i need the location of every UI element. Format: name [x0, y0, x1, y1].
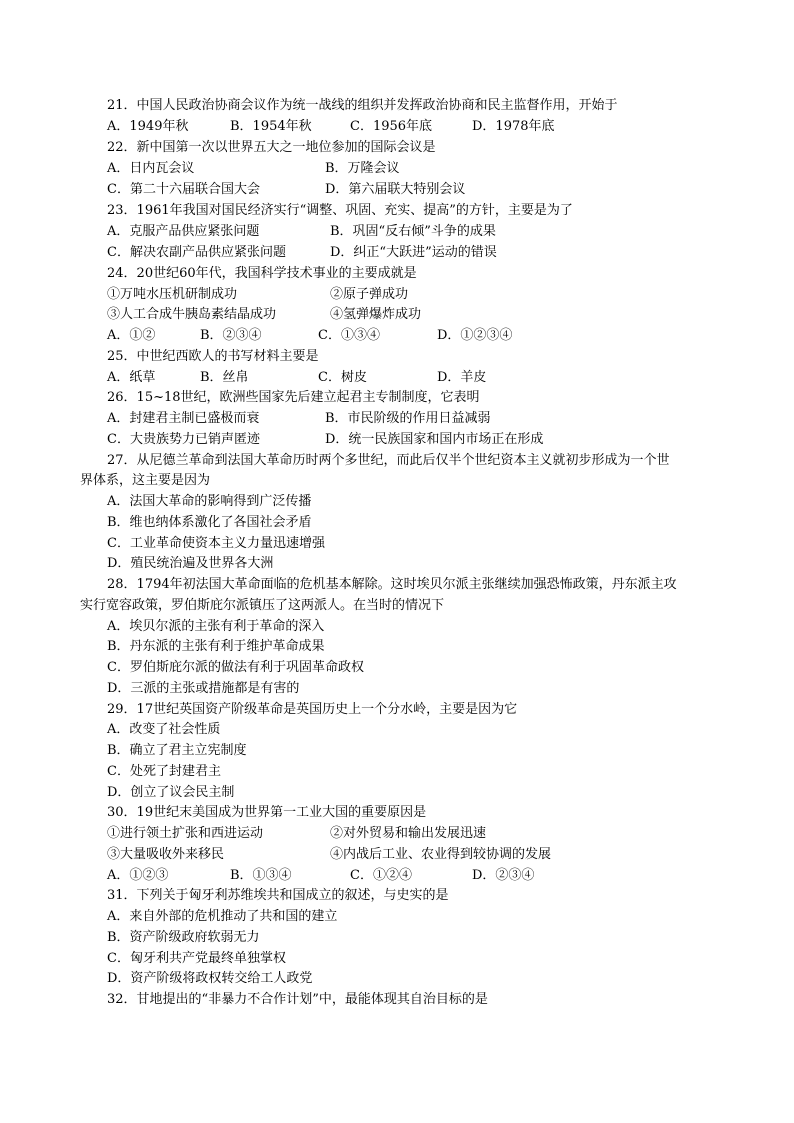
q23-option-d: D．纠正“大跃进”运动的错误 [330, 245, 497, 260]
q27-option-c: C．工业革命使资本主义力量迅速增强 [107, 536, 325, 551]
q31-option-a: A．来自外部的危机推动了共和国的建立 [107, 909, 338, 924]
q26-option-b: B．市民阶级的作用日益减弱 [325, 411, 491, 426]
q24-item-1: ①万吨水压机研制成功 [107, 287, 238, 302]
question-27-stem-line-2: 界体系，这主要是因为 [80, 473, 211, 488]
q26-option-c: C．大贵族势力已销声匿迹 [107, 432, 260, 447]
q28-option-b: B．丹东派的主张有利于维护革命成果 [107, 639, 325, 654]
q30-item-3: ③大量吸收外来移民 [107, 847, 225, 862]
question-27-stem-line-1: 27．从尼德兰革命到法国大革命历时两个多世纪，而此后仅半个世纪资本主义就初步形成为一个世 [107, 453, 670, 468]
question-29-stem: 29．17世纪英国资产阶级革命是英国历史上一个分水岭，主要是因为它 [107, 702, 518, 717]
q26-option-d: D．统一民族国家和国内市场正在形成 [325, 432, 544, 447]
q31-option-c: C．匈牙利共产党最终单独掌权 [107, 951, 286, 966]
q21-option-b: B．1954年秋 [230, 119, 312, 134]
q23-option-a: A．克服产品供应紧张问题 [107, 224, 260, 239]
q26-option-a: A．封建君主制已盛极而衰 [107, 411, 260, 426]
q31-option-d: D．资产阶级将政权转交给工人政党 [107, 971, 313, 986]
q30-option-b: B．①③④ [230, 868, 292, 883]
q23-option-c: C．解决农副产品供应紧张问题 [107, 245, 286, 260]
q24-option-a: A．①② [107, 328, 156, 343]
q30-option-a: A．①②③ [107, 868, 169, 883]
q28-option-d: D．三派的主张或措施都是有害的 [107, 681, 300, 696]
q24-item-3: ③人工合成牛胰岛素结晶成功 [107, 307, 277, 322]
q24-item-4: ④氢弹爆炸成功 [330, 307, 422, 322]
q30-option-d: D．②③④ [472, 868, 535, 883]
question-21-stem: 21．中国人民政治协商会议作为统一战线的组织并发挥政治协商和民主监督作用，开始于 [107, 98, 618, 113]
q24-option-d: D．①②③④ [437, 328, 513, 343]
q28-option-c: C．罗伯斯庇尔派的做法有利于巩固革命政权 [107, 660, 364, 675]
q22-option-a: A．日内瓦会议 [107, 161, 195, 176]
q24-option-c: C．①③④ [318, 328, 380, 343]
q24-option-b: B．②③④ [200, 328, 262, 343]
q27-option-d: D．殖民统治遍及世界各大洲 [107, 556, 274, 571]
q25-option-d: D．羊皮 [437, 370, 487, 385]
q21-option-d: D．1978年底 [472, 119, 555, 134]
question-26-stem: 26．15~18世纪，欧洲些国家先后建立起君主专制制度，它表明 [107, 390, 480, 405]
q21-option-c: C．1956年底 [350, 119, 433, 134]
q22-option-b: B．万隆会议 [325, 161, 400, 176]
q25-option-a: A．纸草 [107, 370, 156, 385]
q30-item-4: ④内战后工业、农业得到较协调的发展 [330, 847, 552, 862]
question-31-stem: 31．下列关于匈牙利苏维埃共和国成立的叙述，与史实的是 [107, 888, 449, 903]
q24-item-2: ②原子弹成功 [330, 287, 409, 302]
question-22-stem: 22．新中国第一次以世界五大之一地位参加的国际会议是 [107, 140, 436, 155]
q29-option-a: A．改变了社会性质 [107, 722, 221, 737]
q25-option-b: B．丝帛 [200, 370, 249, 385]
question-32-stem: 32．甘地提出的“非暴力不合作计划”中，最能体现其自治目标的是 [107, 992, 488, 1007]
q29-option-b: B．确立了君主立宪制度 [107, 743, 247, 758]
q31-option-b: B．资产阶级政府软弱无力 [107, 930, 260, 945]
q22-option-d: D．第六届联大特别会议 [325, 182, 466, 197]
q25-option-c: C．树皮 [318, 370, 367, 385]
q27-option-a: A．法国大革命的影响得到广泛传播 [107, 494, 312, 509]
q29-option-c: C．处死了封建君主 [107, 764, 221, 779]
q30-option-c: C．①②④ [350, 868, 412, 883]
question-24-stem: 24．20世纪60年代，我国科学技术事业的主要成就是 [107, 266, 417, 281]
q30-item-1: ①进行领土扩张和西进运动 [107, 826, 264, 841]
q22-option-c: C．第二十六届联合国大会 [107, 182, 260, 197]
q27-option-b: B．维也纳体系激化了各国社会矛盾 [107, 515, 312, 530]
q28-option-a: A．埃贝尔派的主张有利于革命的深入 [107, 619, 325, 634]
question-30-stem: 30．19世纪末美国成为世界第一工业大国的重要原因是 [107, 805, 427, 820]
q21-option-a: A．1949年秋 [107, 119, 189, 134]
question-25-stem: 25．中世纪西欧人的书写材料主要是 [107, 349, 319, 364]
question-28-stem-line-1: 28．1794年初法国大革命面临的危机基本解除。这时埃贝尔派主张继续加强恐怖政策，丹东派主攻 [107, 577, 677, 592]
q30-item-2: ②对外贸易和输出发展迅速 [330, 826, 487, 841]
q23-option-b: B．巩固“反右倾”斗争的成果 [330, 224, 496, 239]
q29-option-d: D．创立了议会民主制 [107, 785, 235, 800]
question-28-stem-line-2: 实行宽容政策，罗伯斯庇尔派镇压了这两派人。在当时的情况下 [80, 598, 445, 613]
question-23-stem: 23．1961年我国对国民经济实行“调整、巩固、充实、提高”的方针，主要是为了 [107, 203, 573, 218]
